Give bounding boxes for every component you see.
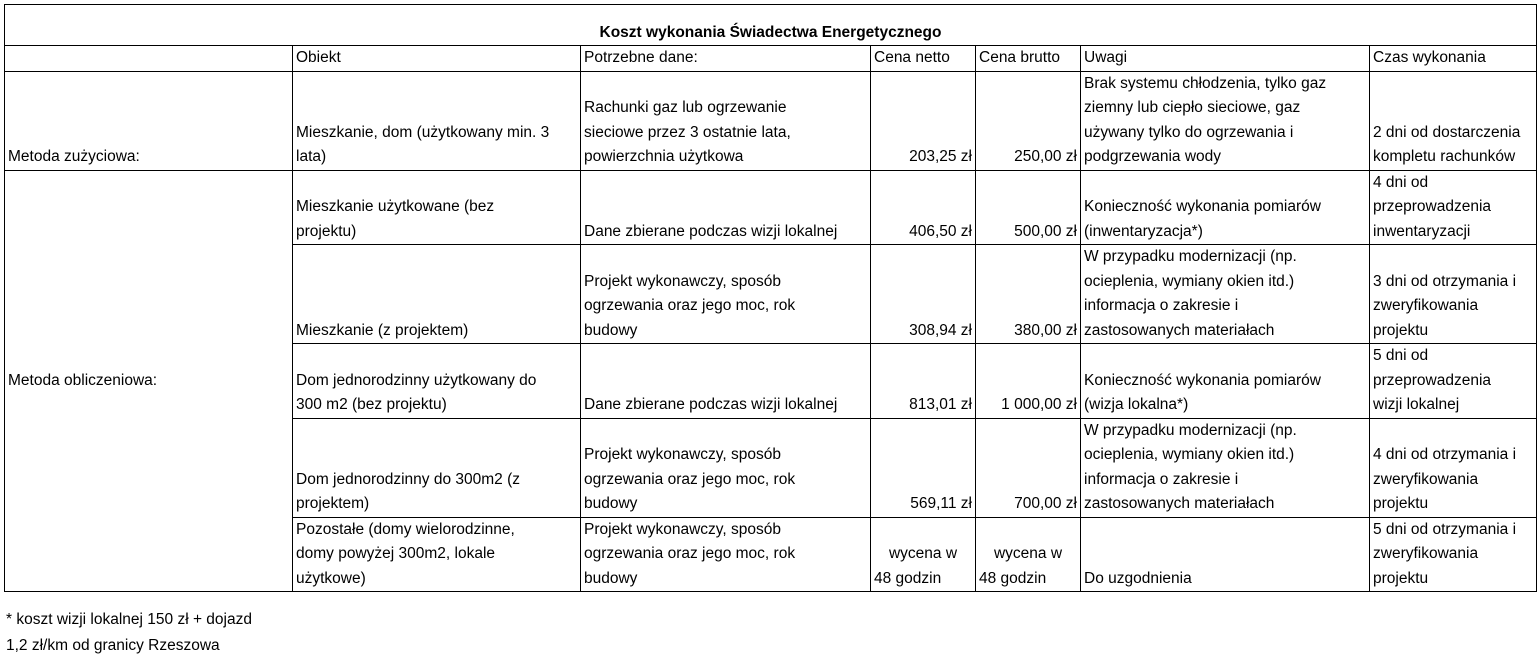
line: budowy <box>584 321 638 339</box>
cell-netto <box>871 517 976 592</box>
line: wycena w <box>888 545 958 562</box>
line: 4 dni od <box>1373 173 1429 191</box>
line: 2 dni od dostarczenia <box>1373 123 1521 141</box>
line: przeprowadzenia <box>1373 371 1492 389</box>
cell-czas <box>1370 71 1537 170</box>
table-title: Koszt wykonania Świadectwa Energetycznego <box>5 5 1537 46</box>
cell-brutto: 700,00 zł <box>976 418 1081 517</box>
line: Rachunki gaz lub ogrzewanie <box>584 99 787 116</box>
line: Dom jednorodzinny do 300m2 (z <box>296 470 521 488</box>
cell-netto: 203,25 zł <box>871 71 976 170</box>
header-dane: Potrzebne dane: <box>581 46 871 72</box>
line: (inwentaryzacja*) <box>1084 222 1203 240</box>
line: budowy <box>584 495 638 512</box>
line: używany tylko do ogrzewania i <box>1084 123 1294 141</box>
line: Konieczność wykonania pomiarów <box>1084 198 1321 215</box>
footnote-2: 1,2 zł/km od granicy Rzeszowa <box>6 637 220 654</box>
cell-obiekt <box>293 170 581 245</box>
cell-dane <box>581 344 871 419</box>
line: Projekt wykonawczy, sposób <box>584 520 781 538</box>
cell-brutto: 380,00 zł <box>976 245 1081 344</box>
cell-uwagi <box>1081 517 1370 592</box>
cell-czas <box>1370 418 1537 517</box>
cell-netto: 569,11 zł <box>871 418 976 517</box>
line: (wizja lokalna*) <box>1084 396 1189 413</box>
line: Do uzgodnienia <box>1084 569 1192 587</box>
line: Brak systemu chłodzenia, tylko gaz <box>1084 74 1327 92</box>
line: 48 godzin <box>874 569 942 587</box>
line: inwentaryzacji <box>1373 222 1471 240</box>
line: Mieszkanie (z projektem) <box>296 321 469 339</box>
header-czas: Czas wykonania <box>1370 46 1537 72</box>
cell-dane <box>581 71 871 170</box>
cell-czas <box>1370 517 1537 592</box>
price-table <box>4 4 1537 592</box>
line: sieciowe przez 3 ostatnie lata, <box>584 123 791 141</box>
cell-dane <box>581 418 871 517</box>
line: Pozostałe (domy wielorodzinne, <box>296 520 515 538</box>
line: Mieszkanie, dom (użytkowany min. 3 <box>296 123 550 141</box>
header-brutto: Cena brutto <box>976 46 1081 72</box>
cell-brutto: 1 000,00 zł <box>976 344 1081 419</box>
line: wycena w <box>993 545 1063 562</box>
line: Projekt wykonawczy, sposób <box>584 272 781 290</box>
line: projektu <box>1373 569 1429 587</box>
line: ogrzewania oraz jego moc, rok <box>584 470 796 488</box>
line: 5 dni od otrzymania i <box>1373 520 1517 538</box>
cell-obiekt <box>293 418 581 517</box>
cell-obiekt <box>293 517 581 592</box>
cell-obiekt <box>293 245 581 344</box>
line: podgrzewania wody <box>1084 148 1222 165</box>
header-uwagi: Uwagi <box>1081 46 1370 72</box>
cell-dane <box>581 245 871 344</box>
cell-uwagi <box>1081 71 1370 170</box>
line: zweryfikowania <box>1373 297 1479 314</box>
header-netto: Cena netto <box>871 46 976 72</box>
line: 5 dni od <box>1373 347 1429 364</box>
line: informacja o zakresie i <box>1084 470 1239 488</box>
line: W przypadku modernizacji (np. <box>1084 421 1297 439</box>
method-zuzyciowa: Metoda zużyciowa: <box>5 71 293 170</box>
cell-netto: 406,50 zł <box>871 170 976 245</box>
cell-czas <box>1370 344 1537 419</box>
cell-uwagi <box>1081 344 1370 419</box>
line: ogrzewania oraz jego moc, rok <box>584 297 796 314</box>
line: ogrzewania oraz jego moc, rok <box>584 545 796 562</box>
line: domy powyżej 300m2, lokale <box>296 545 496 562</box>
line: 3 dni od otrzymania i <box>1373 272 1517 290</box>
line: zastosowanych materiałach <box>1084 495 1275 512</box>
line: 300 m2 (bez projektu) <box>296 396 447 413</box>
cell-dane <box>581 517 871 592</box>
table-row <box>5 170 1537 245</box>
line: użytkowe) <box>296 569 366 587</box>
line: powierzchnia użytkowa <box>584 148 744 165</box>
line: zweryfikowania <box>1373 470 1479 488</box>
cell-czas <box>1370 245 1537 344</box>
cell-brutto <box>976 517 1081 592</box>
header-empty <box>5 46 293 72</box>
line: informacja o zakresie i <box>1084 297 1239 314</box>
header-row <box>5 46 1537 72</box>
line: Mieszkanie użytkowane (bez <box>296 198 495 215</box>
cell-obiekt <box>293 344 581 419</box>
line: wizji lokalnej <box>1373 396 1460 413</box>
line: projektu <box>1373 495 1429 512</box>
line: ziemny lub ciepło sieciowe, gaz <box>1084 99 1301 116</box>
line: Konieczność wykonania pomiarów <box>1084 371 1321 389</box>
line: budowy <box>584 569 638 587</box>
line: zastosowanych materiałach <box>1084 321 1275 339</box>
cell-obiekt <box>293 71 581 170</box>
line: Projekt wykonawczy, sposób <box>584 446 781 463</box>
footnote-1: * koszt wizji lokalnej 150 zł + dojazd <box>6 611 252 628</box>
cell-uwagi <box>1081 245 1370 344</box>
line: 4 dni od otrzymania i <box>1373 446 1517 463</box>
line: projektu) <box>296 222 357 240</box>
line: lata) <box>296 148 327 165</box>
cell-uwagi <box>1081 418 1370 517</box>
cell-uwagi <box>1081 170 1370 245</box>
cell-czas <box>1370 170 1537 245</box>
table-row <box>5 71 1537 170</box>
header-obiekt: Obiekt <box>293 46 581 72</box>
cell-brutto: 500,00 zł <box>976 170 1081 245</box>
line: Dane zbierane podczas wizji lokalnej <box>584 222 838 240</box>
cell-netto: 813,01 zł <box>871 344 976 419</box>
line: przeprowadzenia <box>1373 198 1492 215</box>
line: ocieplenia, wymiany okien itd.) <box>1084 272 1295 290</box>
line: 48 godzin <box>979 569 1047 587</box>
line: ocieplenia, wymiany okien itd.) <box>1084 446 1295 463</box>
cell-netto: 308,94 zł <box>871 245 976 344</box>
cell-dane <box>581 170 871 245</box>
line: Dane zbierane podczas wizji lokalnej <box>584 396 838 413</box>
line: Dom jednorodzinny użytkowany do <box>296 371 537 389</box>
line: kompletu rachunków <box>1373 148 1516 165</box>
line: zweryfikowania <box>1373 545 1479 562</box>
line: W przypadku modernizacji (np. <box>1084 248 1297 265</box>
line: projektu <box>1373 321 1429 339</box>
method-obliczeniowa: Metoda obliczeniowa: <box>5 170 293 592</box>
cell-brutto: 250,00 zł <box>976 71 1081 170</box>
line: projektem) <box>296 495 370 512</box>
